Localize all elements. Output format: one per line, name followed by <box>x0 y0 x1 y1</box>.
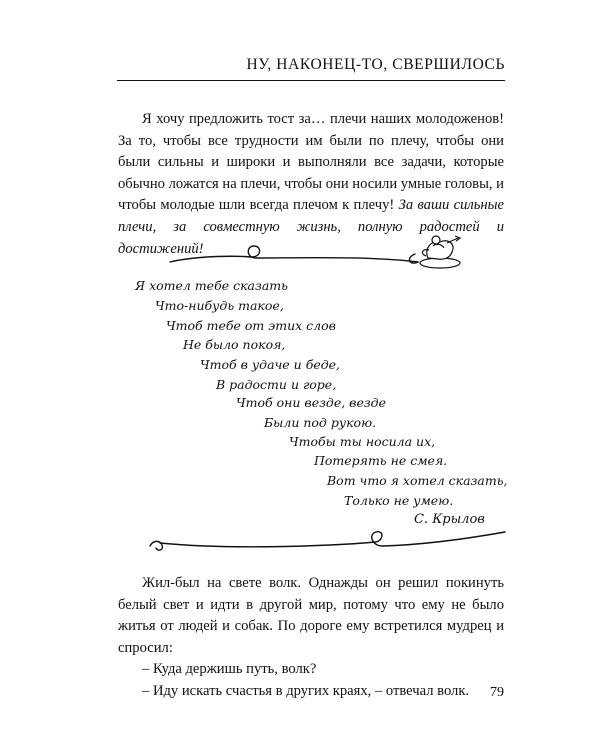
poem-line: В радости и горе, <box>216 377 337 392</box>
toast-italic-text: За ваши сильные плечи, за совместную жизнь, полную радостей и достижений! <box>118 197 504 257</box>
poem-line: Что-нибудь такое, <box>155 298 284 313</box>
poem-line: Я хотел тебе сказать <box>135 278 288 293</box>
poem-line: Чтоб тебе от этих слов <box>166 318 336 333</box>
poem-line: Чтобы ты носила их, <box>289 434 436 449</box>
page-number: 79 <box>490 685 504 700</box>
toast-text: Я хочу предложить тост за… плечи наших молодоженов! За то, чтобы все трудности им были по плечу, чтобы они были сильны и широки и выполняли все задачи, которые обычно ложатся на плечи, чтобы они носили умные головы, и чтобы молодые шли всегда плечом к плечу! <box>118 111 504 214</box>
poem-author: С. Крылов <box>414 512 485 527</box>
poem-line: Только не умею. <box>344 493 454 508</box>
poem-line: Чтоб в удаче и беде, <box>200 357 341 372</box>
story <box>118 573 504 703</box>
poem-line: Были под рукою. <box>264 415 377 430</box>
poem-line: Не было покоя, <box>183 337 286 352</box>
dialogue-line: – Куда держишь путь, волк? <box>142 661 317 678</box>
dialogue-line: – Иду искать счастья в других краях, – отвечал волк. <box>142 682 470 699</box>
poem-line: Чтоб они везде, везде <box>236 395 386 410</box>
running-header: НУ, НАКОНЕЦ-ТО, СВЕРШИЛОСЬ <box>246 56 505 73</box>
poem-line: Потерять не смея. <box>314 453 448 468</box>
poem-line: Вот что я хотел сказать, <box>327 473 508 488</box>
story-paragraph: Жил-был на свете волк. Однажды он решил покинуть белый свет и идти в другой мир, потому что ему не было житья от людей и собак. По дороге ему встретился мудрец и спросил: <box>118 575 504 656</box>
